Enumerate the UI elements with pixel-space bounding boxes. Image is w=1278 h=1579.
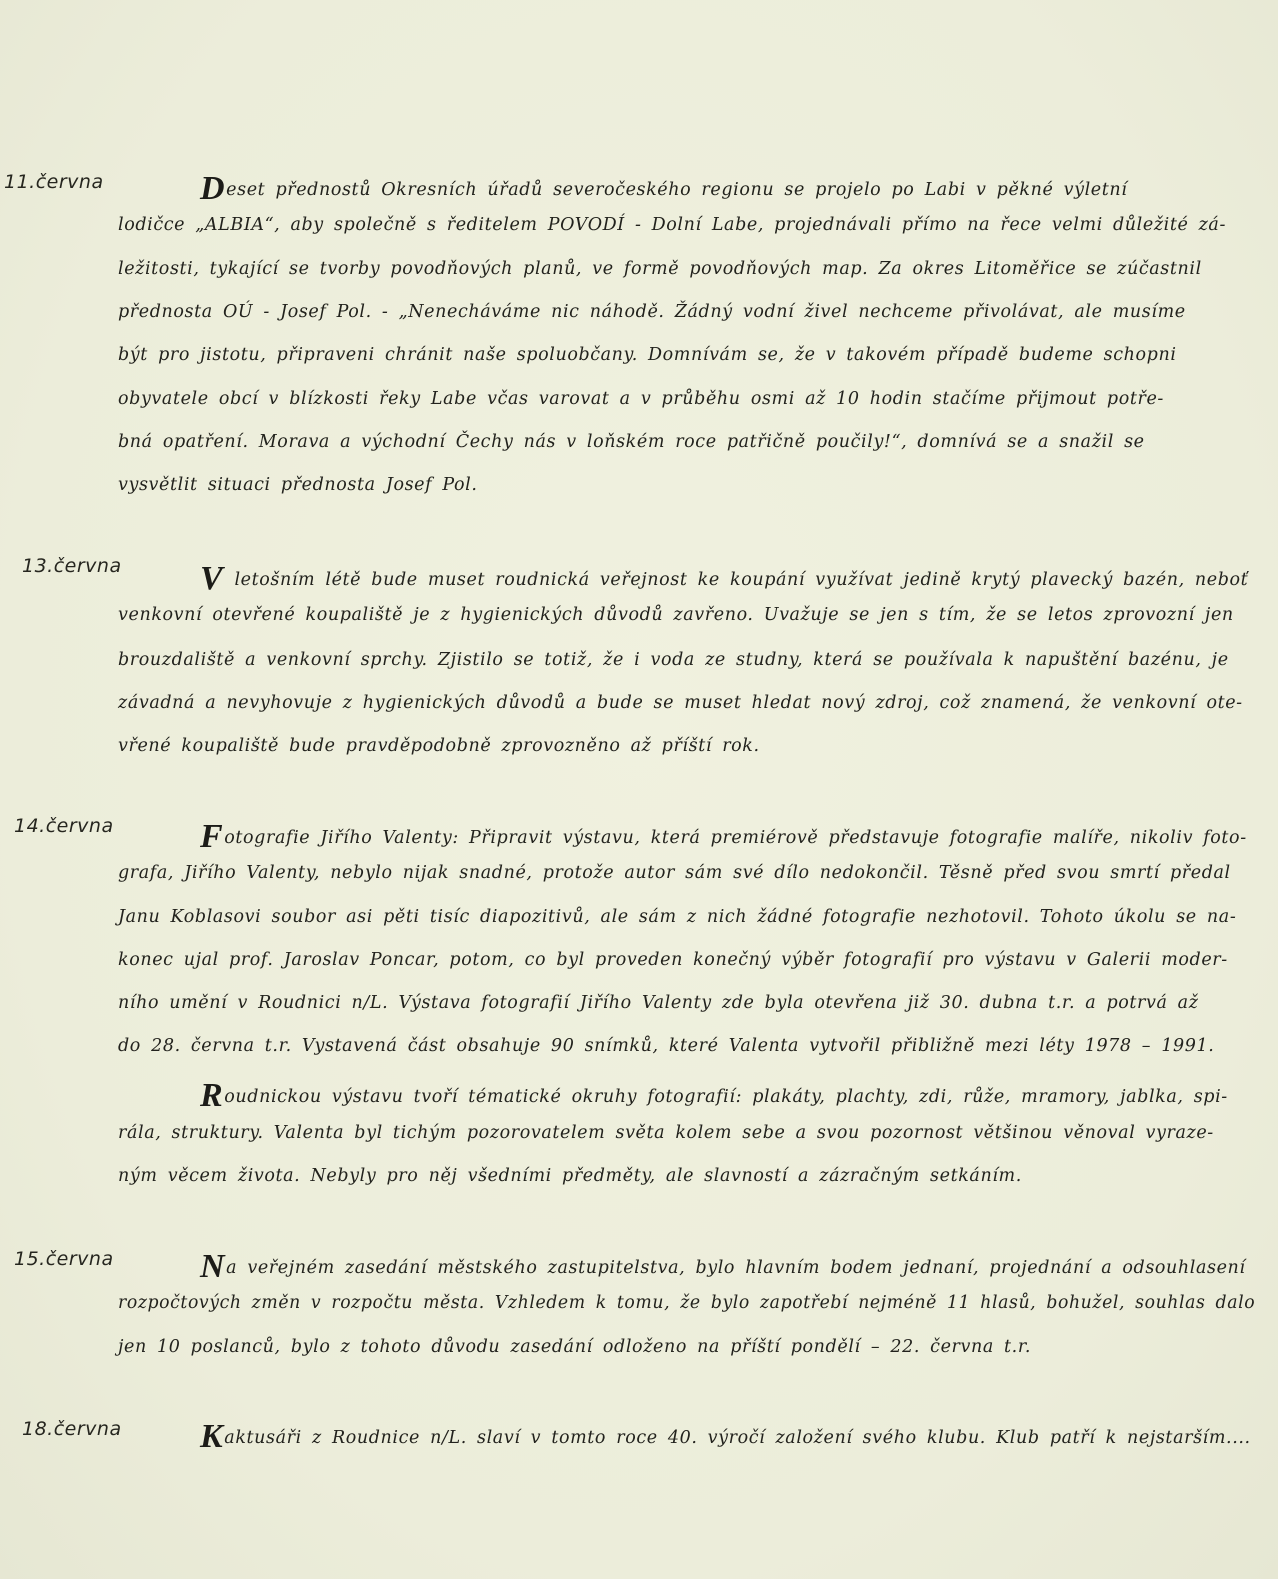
text-line-content: letošním létě bude muset roudnická veřejnost ke koupání využívat jedině krytý plavecký bazén, neboť bbox=[224, 570, 1249, 590]
text-line: do 28. června t.r. Vystavená část obsahuje 90 snímků, které Valenta vytvořil přibližně mezi léty 1978 – 1991. bbox=[118, 1036, 1215, 1056]
text-line bbox=[200, 1079, 1228, 1113]
drop-initial: D bbox=[200, 170, 226, 207]
text-line: ným věcem života. Nebyly pro něj všedními předměty, ale slavností a zázračným setkáním. bbox=[118, 1166, 1022, 1186]
text-line: ležitosti, tykající se tvorby povodňových planů, ve formě povodňových map. Za okres Litoměřice se zúčastnil bbox=[118, 259, 1202, 279]
text-line-content: otografie Jiřího Valenty: Připravit výstavu, která premiérově představuje fotografie malíře, nikoliv foto- bbox=[224, 828, 1247, 848]
text-line: Janu Koblasovi soubor asi pěti tisíc diapozitivů, ale sám z nich žádné fotografie nezhotovil. Tohoto úkolu se na- bbox=[118, 907, 1237, 927]
text-line bbox=[200, 172, 1127, 206]
text-line: vřené koupaliště bude pravděpodobně zprovozněno až příští rok. bbox=[118, 736, 760, 756]
drop-initial: R bbox=[200, 1077, 224, 1114]
text-line: přednosta OÚ - Josef Pol. - „Nenecháváme nic náhodě. Žádný vodní živel nechceme přivolávat, ale musíme bbox=[118, 302, 1186, 322]
text-line bbox=[200, 1420, 1251, 1454]
text-line: grafa, Jiřího Valenty, nebylo nijak snadné, protože autor sám své dílo nedokončil. Těsně před svou smrtí předal bbox=[118, 863, 1231, 883]
drop-initial: V bbox=[200, 560, 224, 597]
text-line: být pro jistotu, připraveni chránit naše spoluobčany. Domnívám se, že v takovém případě budeme schopni bbox=[118, 345, 1177, 365]
text-line: venkovní otevřené koupaliště je z hygienických důvodů zavřeno. Uvažuje se jen s tím, že se letos zprovozní jen bbox=[118, 605, 1234, 625]
text-line: rozpočtových změn v rozpočtu města. Vzhledem k tomu, že bylo zapotřebí nejméně 11 hlasů, bohužel, souhlas dalo bbox=[118, 1293, 1256, 1313]
entry-date: 11.června bbox=[4, 171, 104, 193]
entry-date: 13.června bbox=[22, 555, 122, 577]
drop-initial: F bbox=[200, 818, 224, 855]
entry-date: 15.června bbox=[14, 1248, 114, 1270]
text-line: bná opatření. Morava a východní Čechy nás v loňském roce patřičně poučily!“, domnívá se a snažil se bbox=[118, 432, 1145, 452]
entry-date: 14.června bbox=[14, 815, 114, 837]
text-line-content: eset přednostů Okresních úřadů severočeského regionu se projelo po Labi v pěkné výletní bbox=[226, 180, 1128, 200]
text-line bbox=[200, 1250, 1246, 1284]
text-line: rála, struktury. Valenta byl tichým pozorovatelem světa kolem sebe a svou pozornost většinou věnoval vyraze- bbox=[118, 1123, 1214, 1143]
text-line: vysvětlit situaci přednosta Josef Pol. bbox=[118, 475, 478, 495]
text-line: jen 10 poslanců, bylo z tohoto důvodu zasedání odloženo na příští pondělí – 22. června t.r. bbox=[118, 1337, 1032, 1357]
text-line: lodičce „ALBIA“, aby společně s ředitelem POVODÍ - Dolní Labe, projednávali přímo na řece velmi důležité zá- bbox=[118, 215, 1226, 235]
text-line: konec ujal prof. Jaroslav Poncar, potom, co byl proveden konečný výběr fotografií pro výstavu v Galerii moder- bbox=[118, 950, 1228, 970]
text-line bbox=[200, 820, 1247, 854]
text-line bbox=[200, 562, 1248, 596]
entry-date: 18.června bbox=[22, 1418, 122, 1440]
text-line: závadná a nevyhovuje z hygienických důvodů a bude se muset hledat nový zdroj, což znamená, že venkovní ote- bbox=[118, 693, 1243, 713]
drop-initial: K bbox=[200, 1418, 224, 1455]
text-line-content: a veřejném zasedání městského zastupitelstva, bylo hlavním bodem jednaní, projednání a odsouhlasení bbox=[226, 1258, 1246, 1278]
text-line: ního umění v Roudnici n/L. Výstava fotografií Jiřího Valenty zde byla otevřena již 30. dubna t.r. a potrvá až bbox=[118, 993, 1199, 1013]
text-line: brouzdaliště a venkovní sprchy. Zjistilo se totiž, že i voda ze studny, která se používala k napuštění bazénu, je bbox=[118, 650, 1229, 670]
text-line-content: oudnickou výstavu tvoří tématické okruhy fotografií: plakáty, plachty, zdi, růže, mramory, jablka, spi- bbox=[224, 1087, 1228, 1107]
drop-initial: N bbox=[200, 1248, 226, 1285]
text-line-content: aktusáři z Roudnice n/L. slaví v tomto roce 40. výročí založení svého klubu. Klub patří k nejstarším.... bbox=[224, 1428, 1251, 1448]
text-line: obyvatele obcí v blízkosti řeky Labe včas varovat a v průběhu osmi až 10 hodin stačíme přijmout potře- bbox=[118, 389, 1164, 409]
